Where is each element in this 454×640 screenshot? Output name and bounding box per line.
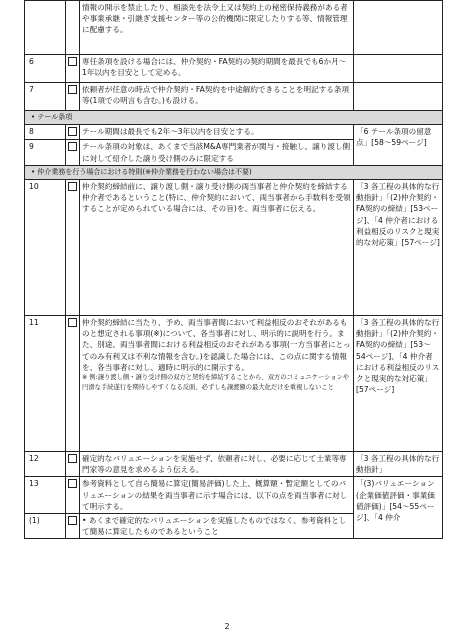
- table-row: [25, 1, 443, 55]
- reference-text: 「6 テール条項の留意点」[58～59ページ]: [354, 125, 443, 166]
- item-text: 仲介契約締結に当たり、予め、両当事者間において利益相反のおそれがあるものと想定される事項(※)について、各当事者に対し、明示的に説明を行う。また、別途、両当事者間における利益相反のおそれがある事項(一方当事者にとってのみ有利又は不利な情報を含む。)を認識した場合には、この点に関する情報を、各当事者に対し、適時に明示的に開示する。: [82, 318, 351, 372]
- item-number: 12: [25, 452, 66, 477]
- checkbox[interactable]: [68, 454, 77, 463]
- checkbox[interactable]: [68, 516, 77, 525]
- item-number: 7: [25, 83, 66, 111]
- checklist-page: [24, 0, 442, 539]
- checkbox[interactable]: [68, 182, 77, 191]
- section-header: [25, 165, 443, 179]
- item-text: あくまで確定的なバリュエーションを実施したものではなく、参考資料として簡易に算定したものであるということ: [82, 516, 347, 537]
- checkbox[interactable]: [68, 85, 77, 94]
- item-text: テール条項の対象は、あくまで当該M&A専門業者が関与・接触し、譲り渡し側に対して紹介した譲り受け側のみに限定する: [80, 140, 354, 165]
- checkbox[interactable]: [68, 127, 77, 136]
- table-row: [25, 83, 443, 111]
- item-number: 13: [25, 477, 66, 514]
- table-row: [25, 316, 443, 452]
- item-text: 依頼者が任意の時点で仲介契約・FA契約を中途解約できることを明記する条項等(1項での明言も含む。)も設ける。: [80, 83, 354, 111]
- item-number: 10: [25, 180, 66, 316]
- checkbox[interactable]: [68, 479, 77, 488]
- checkbox[interactable]: [68, 142, 77, 151]
- item-note: ※ 例:譲り渡し側・譲り受け側の双方と契約を締結することから、双方のコミュニケーションや円滑な手続遂行を期待しやすくなる反面、必ずしも譲渡額の最大化だけを重視しないこと: [82, 374, 350, 392]
- section-label: • テール条項: [25, 111, 443, 125]
- item-number: 9: [25, 140, 66, 165]
- reference-text: 「(3)バリュエーション(企業価値評価・事業価値評価)」[54～55ページ]、「4 仲介: [354, 477, 443, 539]
- table-row: [25, 477, 443, 514]
- item-number: 11: [25, 316, 66, 452]
- item-number: 8: [25, 125, 66, 140]
- checkbox[interactable]: [68, 318, 77, 327]
- table-row: [25, 55, 443, 83]
- section-label: • 仲介業務を行う場合における特則(※仲介業務を行わない場合は不要): [25, 165, 443, 179]
- item-text: 仲介契約締結前に、譲り渡し側・譲り受け側の両当事者と仲介契約を締結する仲介者であるということ(特に、仲介契約において、両当事者から手数料を受領することが定められている場合には、その旨)を、両当事者に伝える。: [80, 180, 354, 316]
- bullet-icon: •: [82, 516, 89, 526]
- page-number: 2: [224, 622, 230, 631]
- table-row: [25, 452, 443, 477]
- section-header: [25, 111, 443, 125]
- reference-text: 「3 各工程の具体的な行動指針」「(2)仲介契約・FA契約の締結」[53ページ]、「4 仲介者における利益相反のリスクと現実的な対応策」[57ページ]: [354, 180, 443, 316]
- table-row: [25, 125, 443, 140]
- reference-text: 「3 各工程の具体的な行動指針」「(2)仲介契約・FA契約の締結」[53～54ページ]、「4 仲介者における利益相反のリスクと現実的な対応策」[57ページ]: [354, 316, 443, 452]
- table-row: [25, 180, 443, 316]
- checklist-table: [24, 0, 443, 539]
- item-text: 確定的なバリュエーションを実施せず、依頼者に対し、必要に応じて士業等専門家等の意見を求めるよう伝える。: [80, 452, 354, 477]
- item-text: テール期間は最長でも2年～3年以内を目安とする。: [80, 125, 354, 140]
- item-text: 参考資料として自ら簡易に算定(簡易評価)した上、概算額・暫定額としてのバリュエーションの結果を両当事者に示す場合には、以下の点を両当事者に対して明示する。: [80, 477, 354, 514]
- item-text: 専任条項を設ける場合には、仲介契約・FA契約の契約期間を最長でも6か月～1年以内を目安として定める。: [80, 55, 354, 83]
- checkbox[interactable]: [68, 57, 77, 66]
- item-number: 6: [25, 55, 66, 83]
- item-text: 情報の開示を禁止したり、相談先を法令上又は契約上の秘密保持義務がある者や事業承継・引継ぎ支援センター等の公的機関に限定したりする等、情報管理に配慮する。: [80, 1, 354, 55]
- sub-item-number: (1): [25, 514, 66, 539]
- reference-text: 「3 各工程の具体的な行動指針」: [354, 452, 443, 477]
